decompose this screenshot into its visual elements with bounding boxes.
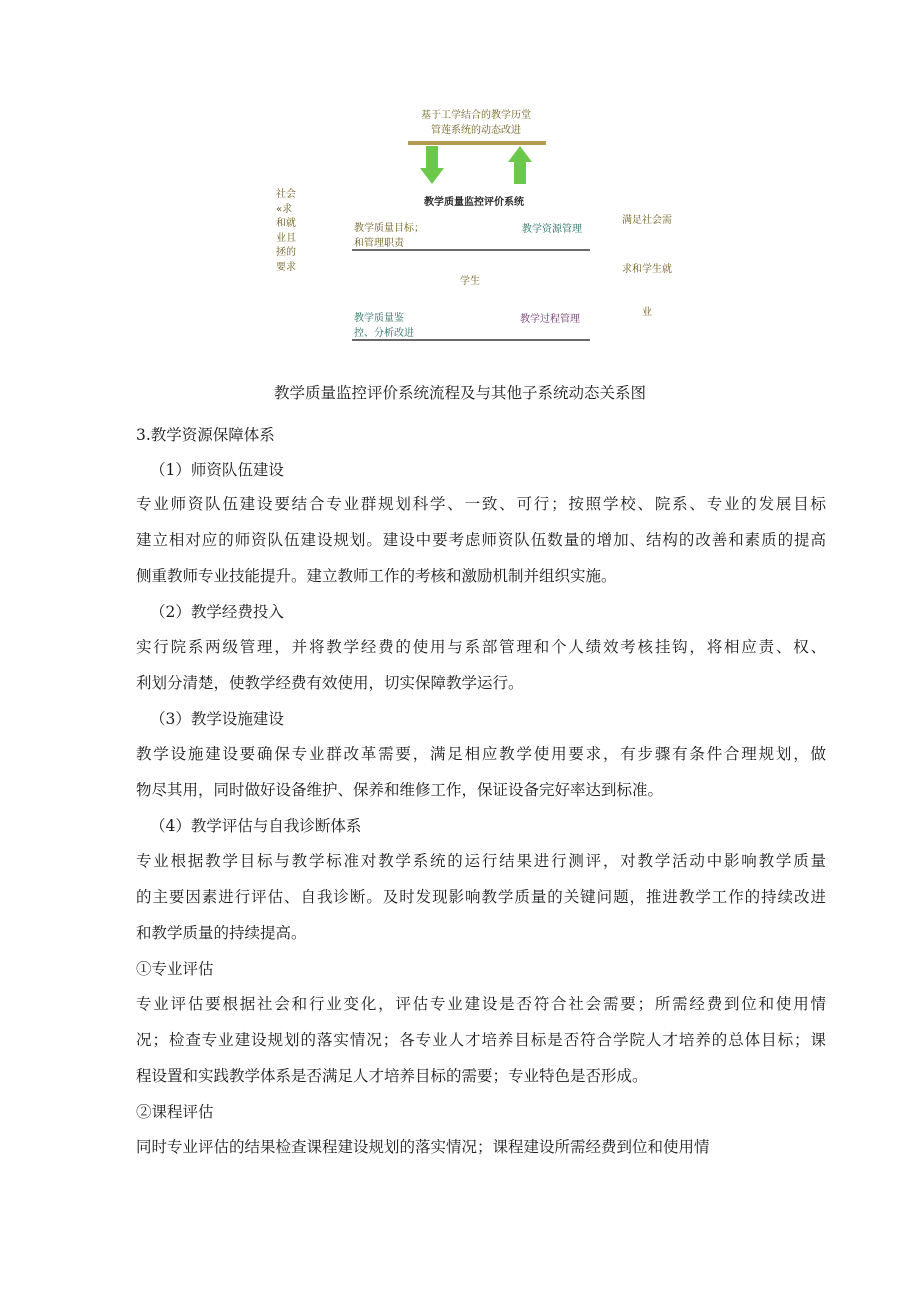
sub2-heading: （2）教学经费投入	[150, 603, 284, 621]
diagram-quad-top-left: 教学质量目标； 和管理职责	[354, 223, 424, 249]
item2-paragraph	[136, 1129, 826, 1165]
item2-line: 同时专业评估的结果检查课程建设规划的落实情况；课程建设所需经费到位和使用情	[136, 1138, 710, 1156]
item1-line: 程设置和实践教学体系是否满足人才培养目标的需要；专业特色是否形成。	[136, 1067, 648, 1085]
diagram-quad-bottom-right: 教学过程管理	[520, 314, 580, 325]
sub2-line: 利划分清楚，使教学经费有效使用，切实保障教学运行。	[136, 674, 524, 692]
diagram-upper-line	[352, 249, 590, 251]
diagram-right-side-2: 求和学生就	[622, 264, 672, 275]
item2-heading: ②课程评估	[136, 1103, 214, 1121]
sub4-heading: （4）教学评估与自我诊断体系	[150, 817, 362, 835]
diagram-top-bar	[408, 141, 546, 145]
item1-paragraph	[136, 986, 826, 1094]
diagram-quad-top-right: 教学资源管理	[522, 224, 582, 235]
sub2-paragraph	[136, 629, 826, 701]
sub1-line: 侧重教师专业技能提升。建立教师工作的考核和激励机制并组织实施。	[136, 567, 617, 585]
arrow-down-icon	[420, 146, 444, 184]
item1-line: 况；检查专业建设规划的落实情况；各专业人才培养目标是否符合学院人才培养的总体目标；课	[136, 1031, 826, 1049]
section-heading: 3.教学资源保障体系	[136, 426, 275, 444]
sub1-heading: （1）师资队伍建设	[150, 461, 284, 479]
diagram-center-node: 学生	[460, 276, 480, 287]
sub4-paragraph	[136, 843, 826, 951]
diagram-quad-bottom-left: 教学质量鉴 控、分析改进	[354, 313, 414, 339]
figure-caption: 教学质量监控评价系统流程及与其他子系统动态关系图	[273, 384, 646, 402]
sub4-line: 的主要因素进行评估、自我诊断。及时发现影响教学质量的关键问题，推进教学工作的持续改进	[136, 888, 826, 906]
diagram-top-box: 基于工学结合的教学历堂 管莲系统的动态改进	[421, 110, 531, 136]
quality-monitoring-diagram	[0, 0, 920, 360]
sub1-paragraph	[136, 486, 826, 594]
sub3-paragraph	[136, 736, 826, 808]
item1-line: 专业评估要根据社会和行业变化，评估专业建设是否符合社会需要；所需经费到位和使用情	[136, 995, 826, 1013]
diagram-center-title: 教学质量监控评价系统	[424, 197, 524, 208]
sub4-line: 专业根据教学目标与教学标准对教学系统的运行结果进行测评，对教学活动中影响教学质量	[136, 852, 826, 870]
diagram-lower-line	[352, 339, 590, 341]
sub1-line: 专业师资队伍建设要结合专业群规划科学、一致、可行；按照学校、院系、专业的发展目标	[136, 495, 826, 513]
diagram-left-side: 社会 «求 和就 业且 拯的 要求	[276, 189, 296, 273]
diagram-right-side-3: 业	[642, 307, 652, 318]
sub3-heading: （3）教学设施建设	[150, 710, 284, 728]
diagram-right-side-1: 满足社会需	[622, 215, 672, 226]
sub4-line: 和教学质量的持续提高。	[136, 924, 307, 942]
sub1-line: 建立相对应的师资队伍建设规划。建设中要考虑师资队伍数量的增加、结构的改善和素质的提高	[136, 531, 826, 549]
item1-heading: ①专业评估	[136, 960, 214, 978]
sub3-line: 教学设施建设要确保专业群改革需要，满足相应教学使用要求，有步骤有条件合理规划，做	[136, 745, 826, 763]
sub2-line: 实行院系两级管理，并将教学经费的使用与系部管理和个人绩效考核挂钩，将相应责、权、	[136, 638, 826, 656]
sub3-line: 物尽其用，同时做好设备维护、保养和维修工作，保证设备完好率达到标准。	[136, 781, 664, 799]
arrow-up-icon	[508, 146, 532, 184]
